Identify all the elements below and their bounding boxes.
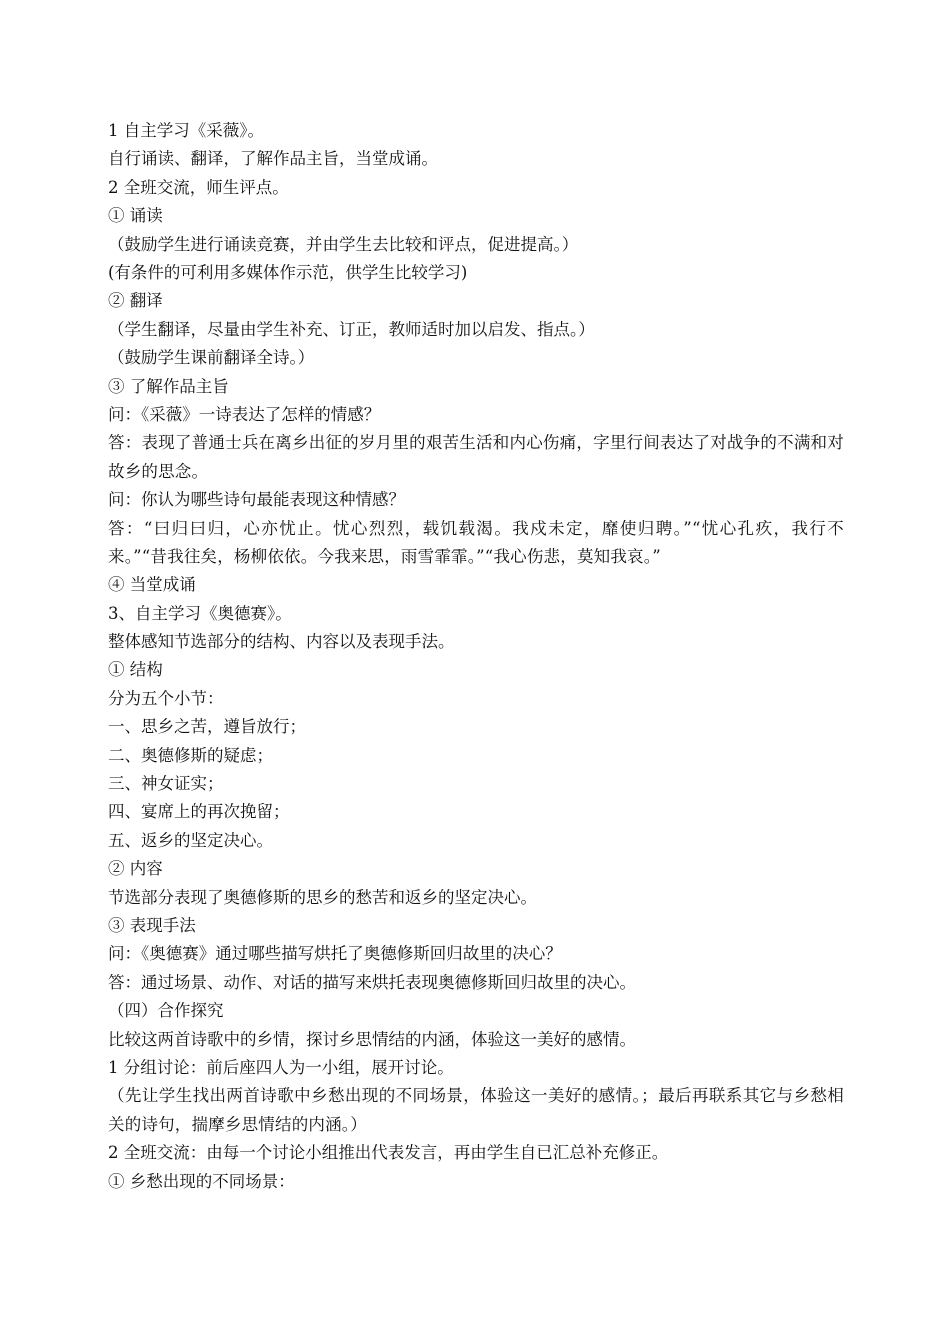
answer-paragraph: 答：表现了普通士兵在离乡出征的岁月里的艰苦生活和内心伤痛，字里行间表达了对战争的不满和对故乡的思念。 <box>108 433 844 481</box>
question-line: 问：《采薇》一诗表达了怎样的情感？ <box>108 404 381 424</box>
subheading-content: ② 内容 <box>108 859 163 879</box>
text-line: （鼓励学生课前翻译全诗。） <box>108 348 315 368</box>
document-body <box>108 117 844 1196</box>
question-line: 问：《奥德赛》通过哪些描写烘托了奥德修斯回归故里的决心？ <box>108 944 562 964</box>
text-paragraph: （先让学生找出两首诗歌中乡愁出现的不同场景，体验这一美好的感情。；最后再联系其它与乡愁相关的诗句，揣摩乡思情结的内涵。） <box>108 1086 844 1134</box>
text-line: 比较这两首诗歌中的乡情，探讨乡思情结的内涵，体验这一美好的感情。 <box>108 1029 636 1049</box>
answer-line: 答：通过场景、动作、对话的描写来烘托表现奥德修斯回归故里的决心。 <box>108 972 636 992</box>
list-item: 五、返乡的坚定决心。 <box>108 830 273 850</box>
list-item: 三、神女证实； <box>108 774 224 794</box>
subheading-translate: ② 翻译 <box>108 291 163 311</box>
heading-study-odyssey: 3、自主学习《奥德赛》。 <box>108 603 292 623</box>
subheading-recite: ① 诵读 <box>108 206 163 226</box>
heading-study-caiwei: 1 自主学习《采薇》。 <box>108 121 264 140</box>
text-line: 1 分组讨论：前后座四人为一小组，展开讨论。 <box>108 1057 454 1077</box>
answer-paragraph: 答：“曰归曰归，心亦忧止。忧心烈烈，载饥载渴。我戍未定，靡使归聘。”“忧心孔疚，我行不来。”“昔我往矣，杨柳依依。今我来思，雨雪霏霏。”“我心伤悲，莫知我哀。” <box>108 518 844 566</box>
subheading-technique: ③ 表现手法 <box>108 916 196 935</box>
subheading-scenes: ① 乡愁出现的不同场景： <box>108 1171 295 1191</box>
heading-cooperative-inquiry: （四）合作探究 <box>108 1001 224 1021</box>
list-item: 四、宴席上的再次挽留； <box>108 802 290 822</box>
text-line: 整体感知节选部分的结构、内容以及表现手法。 <box>108 632 455 652</box>
heading-class-exchange: 2 全班交流，师生评点。 <box>108 177 289 197</box>
text-line: 2 全班交流：由每一个讨论小组推出代表发言，再由学生自已汇总补充修正。 <box>108 1143 669 1163</box>
text-line: (有条件的可利用多媒体作示范，供学生比较学习) <box>108 262 468 282</box>
list-item: 二、奥德修斯的疑虑； <box>108 745 273 765</box>
question-line: 问：你认为哪些诗句最能表现这种情感？ <box>108 490 405 510</box>
list-item: 一、思乡之苦，遵旨放行； <box>108 717 306 737</box>
text-line: （鼓励学生进行诵读竞赛，并由学生去比较和评点，促进提高。） <box>108 234 579 254</box>
text-line: 自行诵读、翻译，了解作品主旨，当堂成诵。 <box>108 149 438 169</box>
text-line: （学生翻译，尽量由学生补充、订正，教师适时加以启发、指点。） <box>108 319 595 339</box>
subheading-memorize: ④ 当堂成诵 <box>108 575 196 595</box>
subheading-theme: ③ 了解作品主旨 <box>108 376 229 396</box>
subheading-structure: ① 结构 <box>108 660 163 680</box>
text-line: 分为五个小节： <box>108 688 224 708</box>
text-line: 节选部分表现了奥德修斯的思乡的愁苦和返乡的坚定决心。 <box>108 887 537 907</box>
